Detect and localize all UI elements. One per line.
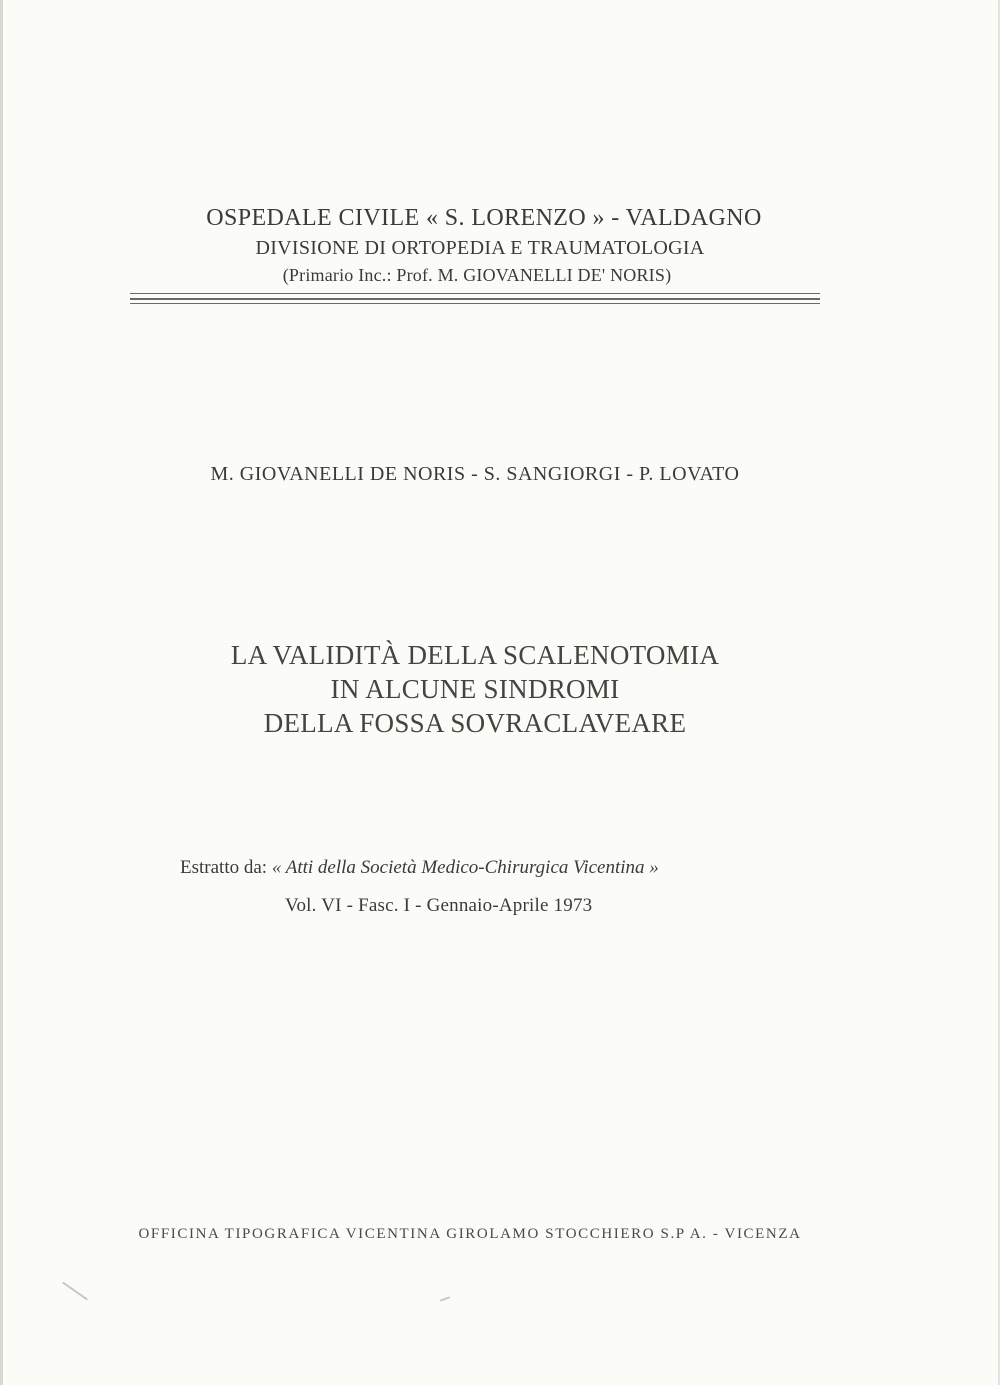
extract-prefix: Estratto da: bbox=[180, 857, 272, 878]
title-line-1: LA VALIDITÀ DELLA SCALENOTOMIA bbox=[230, 640, 720, 670]
header-rule-bottom bbox=[130, 303, 820, 304]
paper-scuff-mark bbox=[62, 1282, 88, 1301]
volume-info: Vol. VI - Fasc. I - Gennaio-Aprile 1973 bbox=[285, 895, 593, 916]
institution-header bbox=[140, 206, 810, 284]
printer-imprint: OFFICINA TIPOGRAFICA VICENTINA GIROLAMO STOCCHIERO S.P A. - VICENZA bbox=[138, 1226, 802, 1242]
title-line-2: IN ALCUNE SINDROMI bbox=[330, 674, 620, 704]
authors-line: M. GIOVANELLI DE NORIS - S. SANGIORGI - P. LOVATO bbox=[210, 463, 740, 485]
paper-scuff-mark bbox=[440, 1296, 450, 1301]
paper-title bbox=[140, 638, 810, 740]
header-rule-middle bbox=[130, 298, 820, 300]
division-name: DIVISIONE DI ORTOPEDIA E TRAUMATOLOGIA bbox=[255, 237, 705, 259]
header-rule-top bbox=[130, 293, 820, 294]
hospital-name: OSPEDALE CIVILE « S. LORENZO » - VALDAGNO bbox=[206, 205, 762, 231]
title-line-3: DELLA FOSSA SOVRACLAVEARE bbox=[263, 708, 687, 738]
extract-source bbox=[180, 858, 659, 877]
journal-name: « Atti della Società Medico-Chirurgica Vicentina » bbox=[271, 857, 659, 878]
primario-line: (Primario Inc.: Prof. M. GIOVANELLI DE' NORIS) bbox=[282, 265, 672, 285]
